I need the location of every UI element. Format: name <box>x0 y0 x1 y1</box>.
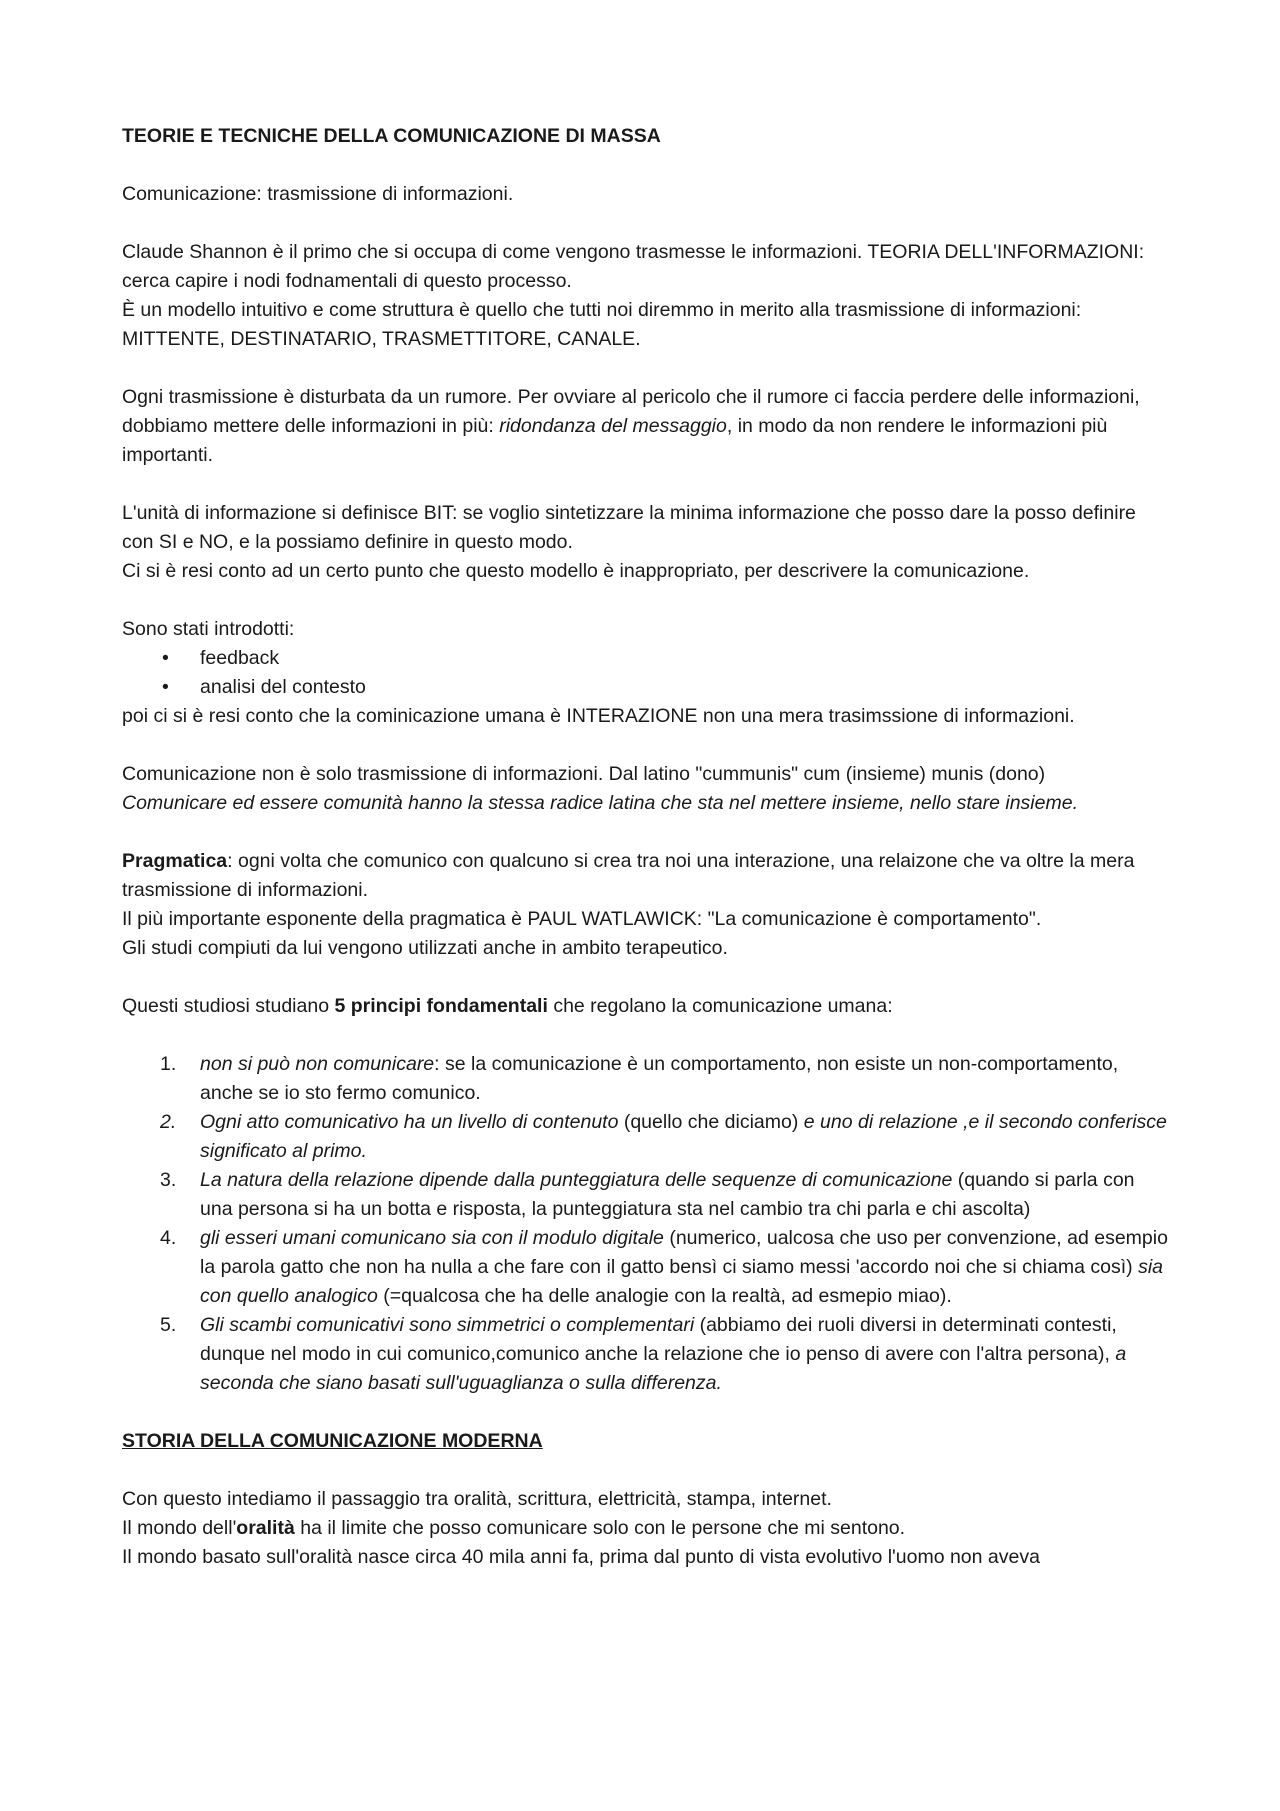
principle-emphasis-2: sia con quello analogico <box>200 1256 1164 1307</box>
inappropriato-text: Ci si è resi conto ad un certo punto che questo modello è inappropriato, per descrivere la comunicazione. <box>122 560 1030 582</box>
principle-emphasis: La natura della relazione dipende dalla punteggiatura delle sequenze di comunicazione <box>200 1169 953 1191</box>
principle-emphasis: gli esseri umani comunicano sia con il modulo digitale <box>200 1227 664 1249</box>
document-body <box>122 122 1172 1601</box>
bullet-marker: • <box>162 647 169 669</box>
principle-emphasis: Gli scambi comunicativi sono simmetrici o complementari <box>200 1314 695 1336</box>
principles-list <box>122 1050 1172 1398</box>
bullet-marker: • <box>162 676 169 698</box>
list-number: 4. <box>160 1227 177 1249</box>
storia-paragraph <box>122 1485 1172 1572</box>
latino-emphasis: Comunicare ed essere comunità hanno la stessa radice latina che sta nel mettere insieme, nello stare insieme. <box>122 792 1078 814</box>
list-number: 2. <box>160 1111 177 1133</box>
list-number: 3. <box>160 1169 177 1191</box>
bullet-text: feedback <box>200 647 280 669</box>
rumore-emphasis: ridondanza del messaggio <box>499 415 727 437</box>
oralita-text-b: ha il limite che posso comunicare solo con le persone che mi sentono. <box>294 1517 906 1539</box>
definition-paragraph: Comunicazione: trasmissione di informazioni. <box>122 183 514 205</box>
rumore-text-b: , in modo da non rendere le informazioni più importanti. <box>122 415 1108 466</box>
principi-text-a: Questi studiosi studiano <box>122 995 335 1017</box>
last-line-text: Il mondo basato sull'oralità nasce circa 40 mila anni fa, prima dal punto di vista evolutivo l'uomo non aveva <box>122 1546 1040 1568</box>
principle-emphasis: non si può non comunicare <box>200 1053 435 1075</box>
principle-text: : se la comunicazione è un comportamento, non esiste un non-comportamento, anche se io sto fermo comunico. <box>200 1053 1119 1104</box>
list-item <box>122 1311 1172 1398</box>
list-item <box>122 1224 1172 1311</box>
principle-text: (numerico, ualcosa che uso per convenzione, ad esempio la parola gatto che non ha nulla a che fare con il gatto bensì ci siamo messi 'accordo noi che si chiama così) <box>200 1227 1168 1278</box>
rumore-paragraph <box>122 383 1172 470</box>
pragmatica-paragraph <box>122 847 1172 963</box>
principle-emphasis: Ogni atto comunicativo ha un livello di contenuto <box>200 1111 619 1133</box>
list-item <box>122 1108 1172 1166</box>
modello-text: È un modello intuitivo e come struttura è quello che tutti noi diremmo in merito alla trasmissione di informazioni: MITTENTE, DESTINATARIO, TRASMETTITORE, CANALE. <box>122 299 1082 350</box>
principle-text: (quello che diciamo) <box>618 1111 804 1133</box>
principle-text: (quando si parla con una persona si ha un botta e risposta, la punteggiatura sta nel cambio tra chi parla e chi ascolta) <box>200 1169 1135 1220</box>
bit-paragraph <box>122 499 1172 586</box>
list-number: 5. <box>160 1314 177 1336</box>
principi-bold: 5 principi fondamentali <box>334 995 548 1017</box>
watzlawick-text: Il più importante esponente della pragmatica è PAUL WATLAWICK: "La comunicazione è comportamento". <box>122 908 1042 930</box>
principle-emphasis-2: a seconda che siano basati sull'uguaglianza o sulla differenza. <box>200 1343 1127 1394</box>
principi-text-b: che regolano la comunicazione umana: <box>547 995 893 1017</box>
shannon-text: Claude Shannon è il primo che si occupa di come vengono trasmesse le informazioni. TEORIA DELL'INFORMAZIONI: cerca capire i nodi fodnamentali di questo processo. <box>122 241 1145 292</box>
oralita-text-a: Il mondo dell' <box>122 1517 237 1539</box>
principi-intro <box>122 992 1172 1021</box>
list-item <box>122 644 1172 673</box>
bullet-list <box>122 644 1172 702</box>
interazione-paragraph: poi ci si è resi conto che la cominicazione umana è INTERAZIONE non una mera trasimssione di informazioni. <box>122 705 1075 727</box>
studi-text: Gli studi compiuti da lui vengono utilizzati anche in ambito terapeutico. <box>122 937 728 959</box>
latino-text: Comunicazione non è solo trasmissione di informazioni. Dal latino "cummunis" cum (insieme) munis (dono) <box>122 763 1046 785</box>
pragmatica-term: Pragmatica <box>122 850 228 872</box>
latino-paragraph <box>122 760 1172 818</box>
principle-text: (abbiamo dei ruoli diversi in determinati contesti, dunque nel modo in cui comunico,comunico anche la relazione che io penso di avere con l'altra persona), <box>200 1314 1117 1365</box>
bullet-text: analisi del contesto <box>200 676 366 698</box>
pragmatica-text: : ogni volta che comunico con qualcuno si crea tra noi una interazione, una relaizone che va oltre la mera trasmissione di informazioni. <box>122 850 1135 901</box>
bit-text: L'unità di informazione si definisce BIT: se voglio sintetizzare la minima informazione che posso dare la posso definire con SI e NO, e la possiamo definire in questo modo. <box>122 502 1136 553</box>
section-title: STORIA DELLA COMUNICAZIONE MODERNA <box>122 1430 543 1452</box>
list-item <box>122 673 1172 702</box>
document-title: TEORIE E TECNICHE DELLA COMUNICAZIONE DI MASSA <box>122 125 661 147</box>
oralita-bold: oralità <box>236 1517 295 1539</box>
introdotti-label: Sono stati introdotti: <box>122 618 295 640</box>
list-number: 1. <box>160 1053 177 1075</box>
shannon-paragraph <box>122 238 1172 354</box>
list-item <box>122 1166 1172 1224</box>
principle-text-2: (=qualcosa che ha delle analogie con la realtà, ad esmepio miao). <box>377 1285 952 1307</box>
principle-emphasis-2: e uno di relazione ,e il secondo conferisce significato al primo. <box>200 1111 1167 1162</box>
rumore-text-a: Ogni trasmissione è disturbata da un rumore. Per ovviare al pericolo che il rumore ci faccia perdere delle informazioni, dobbiamo mettere delle informazioni in più: <box>122 386 1140 437</box>
passaggio-text: Con questo intediamo il passaggio tra oralità, scrittura, elettricità, stampa, internet. <box>122 1488 832 1510</box>
list-item <box>122 1050 1172 1108</box>
